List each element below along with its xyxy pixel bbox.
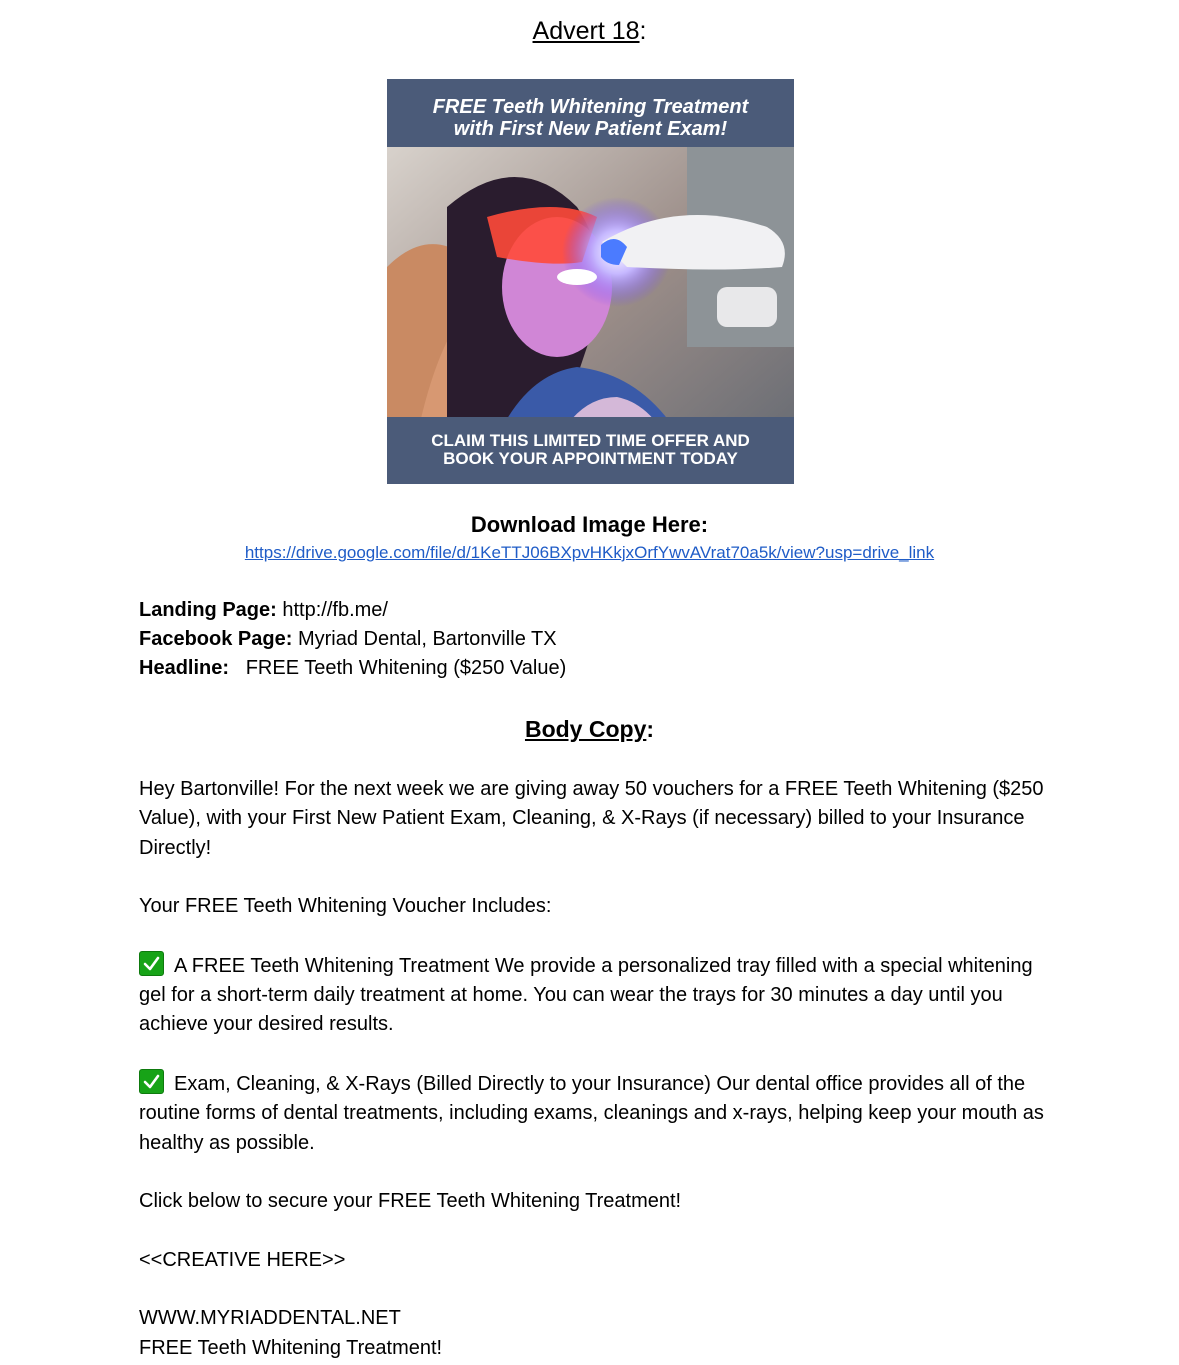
creative-placeholder: <<CREATIVE HERE>> xyxy=(139,1248,346,1271)
item-1-paragraph xyxy=(139,951,1049,1040)
includes-paragraph: Your FREE Teeth Whitening Voucher Includes: xyxy=(139,895,552,918)
website-line: WWW.MYRIADDENTAL.NET xyxy=(139,1307,401,1330)
ad-headline-line2: with First New Patient Exam! xyxy=(453,118,728,140)
page-title-colon: : xyxy=(639,17,647,45)
body-copy-title xyxy=(0,714,1179,744)
download-link[interactable]: https://drive.google.com/file/d/1KeTTJ06BXpvHKkjxOrfYwvAVrat70a5k/view?usp=drive_link xyxy=(244,543,935,562)
ad-headline-banner xyxy=(387,79,794,147)
ad-meta xyxy=(139,596,1079,683)
landing-page-value: http://fb.me/ xyxy=(276,599,388,621)
cta-paragraph: Click below to secure your FREE Teeth Whitening Treatment! xyxy=(139,1190,682,1213)
check-mark-icon xyxy=(139,951,164,976)
landing-page-row xyxy=(139,596,1079,625)
item-2-paragraph xyxy=(139,1069,1049,1158)
facebook-page-label: Facebook Page: xyxy=(139,628,293,650)
body-copy-title-colon: : xyxy=(646,716,655,742)
item-1-text: A FREE Teeth Whitening Treatment We provide a personalized tray filled with a special whitening gel for a short-term daily treatment at home. You can wear the trays for 30 minutes a day until you achieve your desired results. xyxy=(139,954,1033,1036)
ad-cta-banner xyxy=(387,417,794,484)
body-copy xyxy=(139,775,1049,1363)
headline-label: Headline: xyxy=(139,657,230,679)
ad-cta-line1: CLAIM THIS LIMITED TIME OFFER AND xyxy=(431,431,750,450)
intro-paragraph: Hey Bartonville! For the next week we are giving away 50 vouchers for a FREE Teeth Whitening ($250 Value), with your First New Patient Exam, Cleaning, & X-Rays (if necessary) billed to your Insurance Directly! xyxy=(139,778,1044,859)
ad-headline-line1: FREE Teeth Whitening Treatment xyxy=(432,96,749,118)
download-label: Download Image Here: xyxy=(470,512,709,537)
page-title xyxy=(0,14,1179,48)
check-mark-icon xyxy=(139,1069,164,1094)
item-2-text: Exam, Cleaning, & X-Rays (Billed Directly to your Insurance) Our dental office provides all of the routine forms of dental treatments, including exams, cleanings and x-rays, helping keep your mouth as healthy as possible. xyxy=(139,1072,1044,1154)
body-copy-title-text: Body Copy xyxy=(524,716,647,742)
headline-row xyxy=(139,654,1079,683)
facebook-page-row xyxy=(139,625,1079,654)
landing-page-label: Landing Page: xyxy=(139,599,277,621)
ad-creative-image xyxy=(387,79,794,484)
ad-cta-line2: BOOK YOUR APPOINTMENT TODAY xyxy=(443,449,738,468)
closing-line: FREE Teeth Whitening Treatment! xyxy=(139,1336,443,1359)
page-title-text: Advert 18 xyxy=(532,17,640,45)
headline-value: FREE Teeth Whitening ($250 Value) xyxy=(229,657,567,679)
facebook-page-value: Myriad Dental, Bartonville TX xyxy=(292,628,557,650)
